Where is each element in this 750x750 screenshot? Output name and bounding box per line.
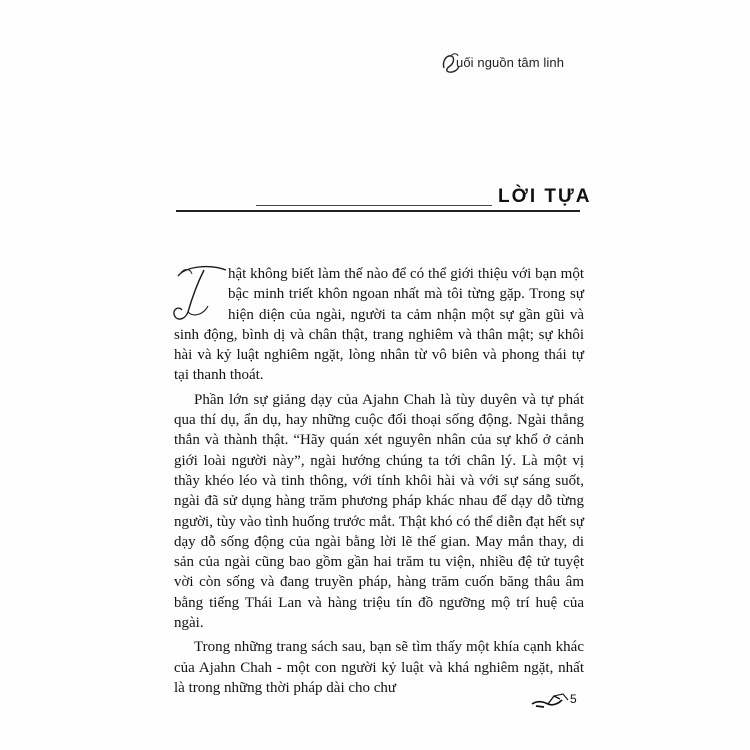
dropcap-flourish-icon	[170, 262, 230, 326]
page-footer	[530, 690, 590, 712]
running-title: uối nguồn tâm linh	[456, 55, 565, 70]
paragraph-1-text: hật không biết làm thế nào để có thể giới thiệu với bạn một bậc minh triết khôn ngoan nhất mà tôi từng gặp. Trong sự hiện diện của ngài, người ta cảm nhận một sự gần gũi và sinh động, bình dị và chân thật, trang nghiêm và thân mật; sự khôi hài và kỷ luật nghiêm ngặt, lòng nhân từ vô biên và phong thái tự tại thanh thoát.	[174, 266, 584, 384]
paragraph-3: Trong những trang sách sau, bạn sẽ tìm thấy một khía cạnh khác của Ajahn Chah - một con người kỷ luật và khá nghiêm ngặt, nhất là trong những thời pháp dài cho chư	[174, 639, 584, 696]
page-number: 5	[570, 692, 577, 706]
dropcap	[170, 262, 226, 322]
chapter-rule	[176, 210, 580, 212]
chapter-rule-accent	[256, 205, 492, 206]
bird-ornament-icon	[530, 690, 570, 710]
paragraph-2: Phần lớn sự giảng dạy của Ajahn Chah là tùy duyên và tự phát qua thí dụ, ẩn dụ, hay những cuộc đối thoại sống động. Ngài thẳng thắn và thành thật. “Hãy quán xét nguyên nhân của sự khổ ở cảnh giới loài người này”, ngài hướng chúng ta tới chân lý. Là một vị thầy khéo léo và tinh thông, với tính khôi hài và với sự sáng suốt, ngài đã sử dụng hàng trăm phương pháp khác nhau để dạy dỗ từng người, tùy vào tình huống trước mắt. Thật khó có thể diễn đạt hết sự dạy dỗ sống động của ngài bằng lời lẽ thế gian. May mắn thay, di sản của ngài cũng bao gồm gần hai trăm tu viện, nhiều đệ tử tuyệt vời còn sống và đang truyền pháp, hàng trăm cuốn băng thâu âm bằng tiếng Thái Lan và hàng triệu tín đồ ngưỡng mộ trí huệ của ngài.	[174, 391, 584, 632]
chapter-title: LỜI TỰA	[498, 186, 592, 207]
body-text	[174, 264, 584, 702]
paragraph-1	[174, 264, 584, 386]
running-header	[440, 50, 600, 76]
